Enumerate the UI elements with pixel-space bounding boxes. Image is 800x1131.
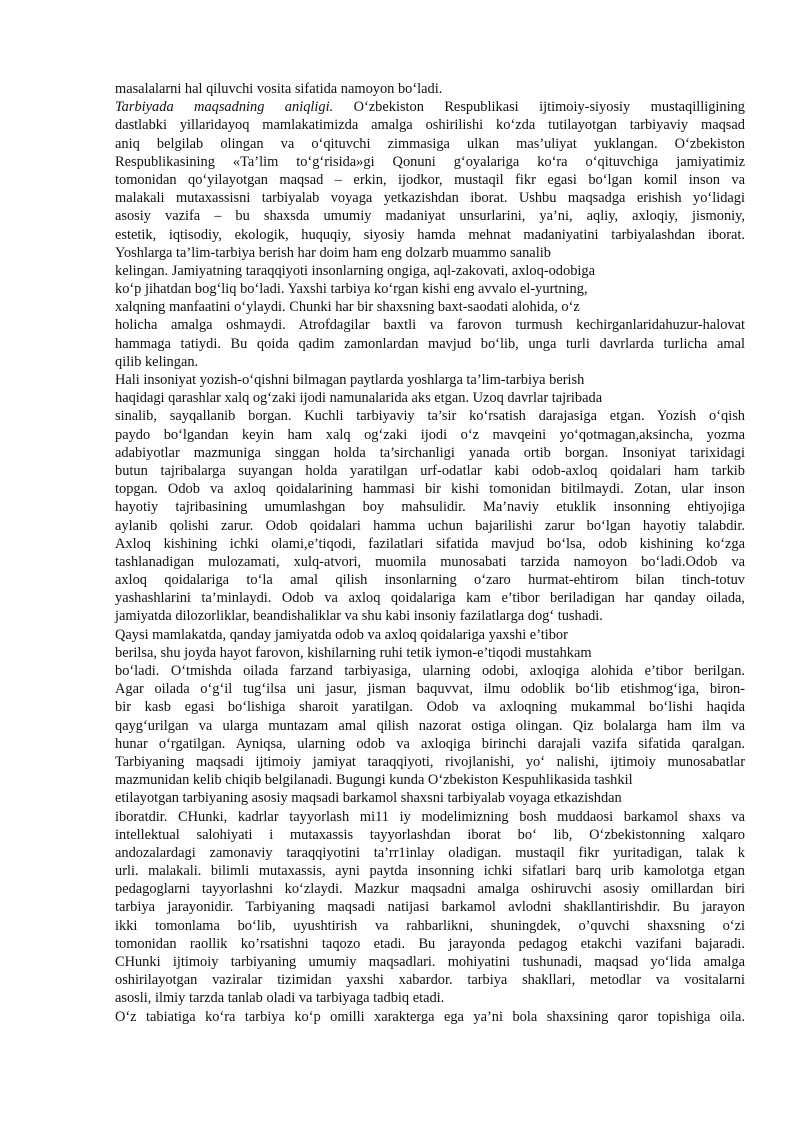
text-line <box>115 571 745 589</box>
line-text: CHunki ijtimoiy tarbiyaning umumiy maqsadlari. mohiyatini tushunadi, maqsad yo‘lida amalga <box>115 954 745 970</box>
document-body-text <box>115 80 745 1026</box>
text-line <box>115 244 745 262</box>
line-text: oshirilayotgan vaziralar tizimidan yaxshi xabardor. tarbiya shakllari, metodlar va vositalarni <box>115 972 745 989</box>
line-text: asosli, ilmiy tarzda tanlab oladi va tarbiyaga tadbiq etadi. <box>115 990 445 1007</box>
line-text: intellektual salohiyati i mutaxassis tayyorlashdan iborat bo‘ lib, O‘zbekistonning xalqaro <box>115 826 745 843</box>
line-text: Axloq kishining ichki olami,e’tiqodi, fazilatlari sifatida mavjud bo‘lsa, odob kishining ko‘zga <box>115 535 745 552</box>
text-line <box>115 1008 745 1026</box>
line-text: topgan. Odob va axloq qoidalarining hammasi bir kishi tomonidan bitilmaydi. Zotan, ular inson <box>115 481 745 498</box>
text-line <box>115 480 745 498</box>
line-text: Hali insoniyat yozish-o‘qishni bilmagan paytlarda yoshlarga ta’lim-tarbiya berish <box>115 372 585 388</box>
line-text: estetik, iqtisodiy, ekologik, huquqiy, siyosiy hamda mehnat madaniyatini tarbiyalashdan iborat. <box>115 226 745 243</box>
text-line <box>115 116 745 134</box>
text-line <box>115 844 745 862</box>
line-text: dastlabki yillaridayoq mamlakatimizda amalga oshirilishi ko‘zda tutilayotgan tarbiyaviy maqsad <box>115 117 745 134</box>
line-text: qayg‘urilgan va ularga muntazam amal qilish nazorat ostiga olingan. Qiz bolalarga ham ilm va <box>115 717 745 734</box>
line-text: qilib kelingan. <box>115 353 199 370</box>
line-text: berilsa, shu joyda hayot farovon, kishilarning ruhi tetik iymon-e’tiqodi mustahkam <box>115 644 592 661</box>
text-line <box>115 498 745 516</box>
line-text: ko‘p jihatdan bog‘liq bo‘ladi. Yaxshi tarbiya ko‘rgan kishi eng avvalo el-yurtning, <box>115 281 588 298</box>
section-heading-italic: Tarbiyada maqsadning aniqligi. <box>115 99 334 116</box>
text-line <box>115 407 745 425</box>
text-line <box>115 226 745 244</box>
text-line <box>115 80 745 98</box>
line-text: masalalarni hal qiluvchi vosita sifatida namoyon bo‘ladi. <box>115 81 443 97</box>
line-text: bir kasb egasi bo‘lishiga sharoit yaratilgan. Odob va axloqning mukammal bo‘lishi haqida <box>115 699 745 716</box>
text-line <box>115 207 745 225</box>
text-line <box>115 426 745 444</box>
text-line <box>115 880 745 898</box>
text-line <box>115 353 745 371</box>
line-text: ikki tomonlama bo‘lib, uyushtirish va rahbarlikni, shuningdek, o’quvchi shaxsning o‘zi <box>115 917 745 934</box>
text-line <box>115 698 745 716</box>
line-text: bo‘ladi. O‘tmishda oilada farzand tarbiyasiga, ularning odobi, axloqiga alohida e’tibor berilgan. <box>115 663 745 679</box>
text-line <box>115 153 745 171</box>
text-line <box>115 644 745 662</box>
line-text: aniq belgilab olingan va o‘qituvchi zimmasiga ulkan mas’uliyat yuklangan. O‘zbekiston <box>115 135 745 152</box>
text-line <box>115 535 745 553</box>
text-line <box>115 953 745 971</box>
line-text: hayotiy tajribasining umumlashgan boy mahsulidir. Ma’naviy etuklik insonning ehtiyojiga <box>115 499 745 516</box>
line-text: kelingan. Jamiyatning taraqqiyoti insonlarning ongiga, aql-zakovati, axloq-odobiga <box>115 262 595 279</box>
line-text: tarbiya jarayonidir. Tarbiyaning maqsadi natijasi barkamol avlodni shakllantirishdir. Bu jarayon <box>115 899 745 916</box>
line-text: haqidagi qarashlar xalq og‘zaki ijodi namunalarida aks etgan. Uzoq davrlar tajribada <box>115 390 603 407</box>
text-line <box>115 662 745 680</box>
line-text: O‘z tabiatiga ko‘ra tarbiya ko‘p omilli xarakterga ega ya’ni bola shaxsining qaror topishiga oila. <box>115 1008 745 1025</box>
line-text: sinalib, sayqallanib borgan. Kuchli tarbiyaviy ta’sir ko‘rsatish darajasiga etgan. Yozish o‘qish <box>115 408 745 425</box>
line-text: etilayotgan tarbiyaning asosiy maqsadi barkamol shaxsni tarbiyalab voyaga etkazishdan <box>115 790 622 807</box>
text-line <box>115 680 745 698</box>
text-line <box>115 935 745 953</box>
text-line <box>115 898 745 916</box>
text-line <box>115 917 745 935</box>
line-text: andozalardagi zamonaviy taraqqiyotini ta’rr1inlay oladigan. mustaqil fikr yuritadigan, talak k <box>115 844 745 861</box>
text-line <box>115 517 745 535</box>
line-text: iboratdir. CHunki, kadrlar tayyorlash mi11 iy modelimizning bosh muddaosi barkamol shaxs va <box>115 808 745 825</box>
line-text: butun tajribalarga suyangan holda yaratilgan urf-odatlar kabi odob-axloq qoidalari ham tarkib <box>115 462 745 479</box>
text-line <box>115 280 745 298</box>
line-text: Qaysi mamlakatda, qanday jamiyatda odob va axloq qoidalariga yaxshi e’tibor <box>115 626 568 643</box>
text-line <box>115 135 745 153</box>
text-line <box>115 262 745 280</box>
text-line <box>115 771 745 789</box>
line-text: Agar oilada o‘g‘il tug‘ilsa uni jasur, jisman baquvvat, ilmu odoblik bo‘lib etishmog‘iga, biron- <box>115 681 745 698</box>
text-line <box>115 808 745 826</box>
text-line <box>115 316 745 334</box>
line-text: hammaga tatiydi. Bu qoida qadim zamonlardan mavjud bo‘lib, unga turli davrlarda turlicha amal <box>115 335 745 352</box>
line-text: hunar o‘rgatilgan. Ayniqsa, ularning odob va axloqiga birinchi darajali vazifa sifatida qaralgan. <box>115 735 745 752</box>
line-text: asosiy vazifa – bu shaxsda umumiy madaniyat unsurlarini, ya’ni, aqliy, axloqiy, jismoniy, <box>115 208 745 225</box>
line-text: xalqning manfaatini o‘ylaydi. Chunki har bir shaxsning baxt-saodati alohida, o‘z <box>115 299 580 316</box>
line-text: paydo bo‘lgandan keyin ham xalq og‘zaki ijodi o‘z mavqeini yo‘qotmagan,aksincha, yozma <box>115 426 745 443</box>
text-line <box>115 371 745 389</box>
line-text: yashashlarini ta’minlaydi. Odob va axloq qoidalariga kam e’tibor beriladigan har qanday oilada, <box>115 590 745 607</box>
line-text: O‘zbekiston Respublikasi ijtimoiy-siyosiy mustaqilligining <box>333 99 745 116</box>
text-line <box>115 171 745 189</box>
text-line <box>115 862 745 880</box>
line-text: Respublikasining «Ta’lim to‘g‘risida»gi Qonuni g‘oyalariga ko‘ra o‘qituvchiga jamiyatimiz <box>115 153 745 170</box>
text-line <box>115 553 745 571</box>
text-line <box>115 735 745 753</box>
text-line <box>115 989 745 1007</box>
text-line <box>115 389 745 407</box>
text-line <box>115 189 745 207</box>
line-text: tomonidan qo‘yilayotgan maqsad – erkin, ijodkor, mustaqil fikr egasi bo‘lgan komil inson va <box>115 171 745 188</box>
line-text: mazmunidan kelib chiqib belgilanadi. Bugungi kunda O‘zbekiston Kespuhlikasida tashkil <box>115 772 633 789</box>
line-text: adabiyotlar mazmuniga singgan holda ta’sirchanligi yanada ortib borgan. Insoniyat tarixidagi <box>115 444 745 461</box>
text-line <box>115 717 745 735</box>
line-text: tashlanadigan mulozamati, xulq-atvori, muomila munosabati tarzida namoyon bo‘ladi.Odob va <box>115 553 745 570</box>
text-line <box>115 335 745 353</box>
text-line <box>115 298 745 316</box>
text-line <box>115 98 745 116</box>
line-text: tomonidan raollik ko’rsatishni taqozo etadi. Bu jarayonda pedagog etakchi vazifani bajaradi. <box>115 935 745 952</box>
line-text: malakali mutaxassisni tarbiyalab voyaga yetkazishdan iborat. Ushbu maqsadga erishish yo‘lidagi <box>115 190 745 207</box>
text-line <box>115 826 745 844</box>
line-text: Yoshlarga ta’lim-tarbiya berish har doim ham eng dolzarb muammo sanalib <box>115 244 551 261</box>
line-text: Tarbiyaning maqsadi ijtimoiy jamiyat taraqqiyoti, rivojlanishi, yo‘ nalishi, ijtimoiy munosabatlar <box>115 753 745 770</box>
line-text: axloq qoidalariga to‘la amal qilish insonlarning o‘zaro hurmat-ehtirom bilan tinch-totuv <box>115 572 745 589</box>
text-line <box>115 589 745 607</box>
line-text: aylanib qolishi zarur. Odob qoidalari hamma uchun bajarilishi zarur bo‘lgan hayotiy talabdir. <box>115 517 745 534</box>
line-text: holicha amalga oshmaydi. Atrofdagilar baxtli va farovon turmush kechirganlaridahuzur-halovat <box>115 317 745 334</box>
text-line <box>115 626 745 644</box>
line-text: urli. malakali. bilimli mutaxassis, ayni paytda insonning ichki sifatlari barq urib kamolotga etgan <box>115 863 745 880</box>
text-line <box>115 462 745 480</box>
text-line <box>115 444 745 462</box>
text-line <box>115 789 745 807</box>
line-text: jamiyatda dilozorliklar, beandishaliklar va shu kabi insoniy fazilatlarga dog‘ tushadi. <box>115 608 603 625</box>
text-line <box>115 607 745 625</box>
text-line <box>115 753 745 771</box>
text-line <box>115 971 745 989</box>
line-text: pedagoglarni tayyorlashni ko‘zlaydi. Mazkur maqsadni amalga oshiruvchi asosiy omillardan biri <box>115 881 745 898</box>
